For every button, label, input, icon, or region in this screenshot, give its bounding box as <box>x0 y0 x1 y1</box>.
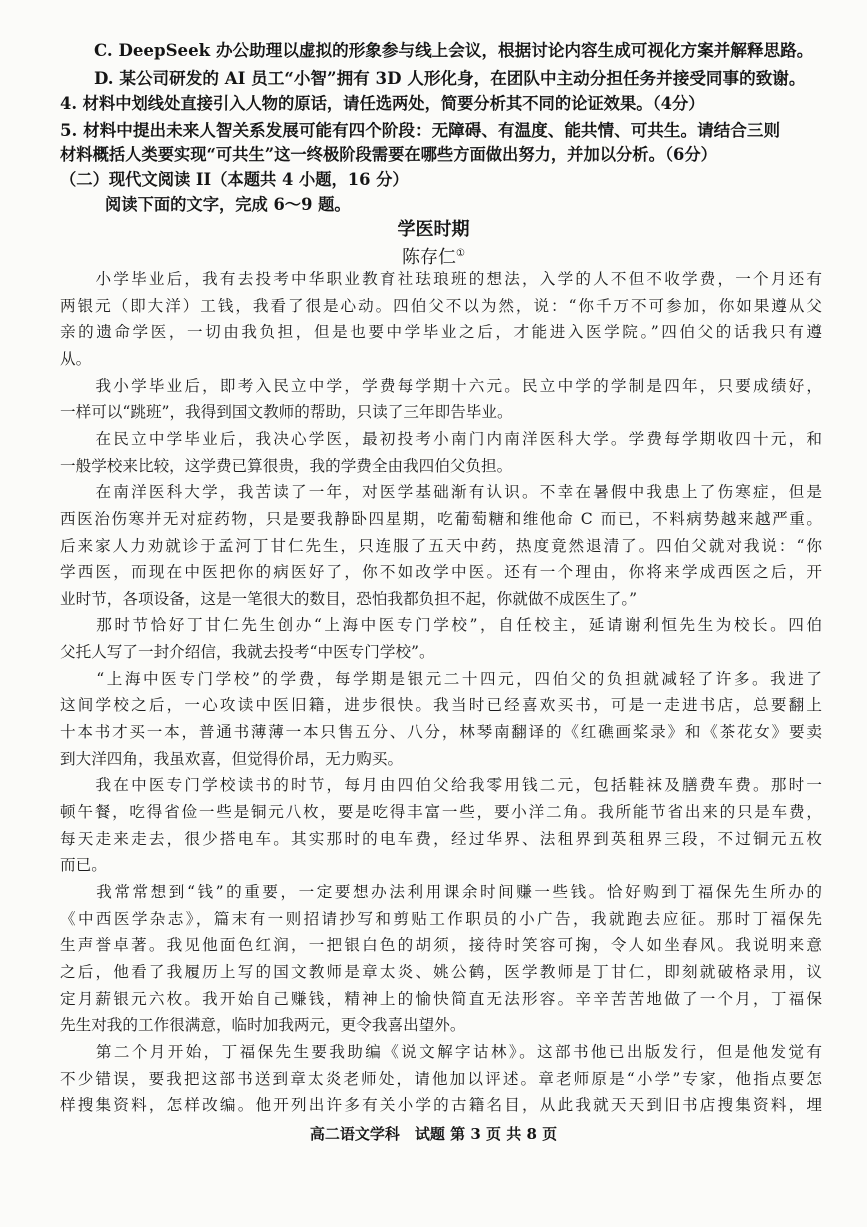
article-line: 第二个月开始，丁福保先生要我助编《说文解字诂林》。这部书他已出版发行，但是他发觉有 <box>60 1042 825 1061</box>
article-line: 定月薪银元六枚。我开始自己赚钱，精神上的愉快简直无法形容。辛辛苦苦地做了一个月，丁福保 <box>60 989 825 1008</box>
option-c: C. DeepSeek 办公助理以虚拟的形象参与线上会议，根据讨论内容生成可视化方案并解释思路。 <box>94 40 814 60</box>
article-line: 后来家人力劝就诊于孟河丁甘仁先生，只连服了五天中药，热度竟然退清了。四伯父就对我说：“你 <box>60 536 824 555</box>
article-line: 从。 <box>60 349 92 368</box>
article-line: 生声誉卓著。我见他面色红润，一把银白色的胡须，接待时笑容可掬，令人如坐春风。我说明来意 <box>60 936 825 955</box>
article-line: 在南洋医科大学，我苦读了一年，对医学基础渐有认识。不幸在暑假中我患上了伤寒症，但是 <box>60 483 825 502</box>
author-name: 陈存仁 <box>402 247 457 268</box>
article-line: 一样可以“跳班”，我得到国文教师的帮助，只读了三年即告毕业。 <box>60 403 513 422</box>
question-5-line2: 材料概括人类要实现“可共生”这一终极阶段需要在哪些方面做出努力，并加以分析。（6分） <box>60 145 717 164</box>
page-footer: 高二语文学科 试题 第 3 页 共 8 页 <box>309 1125 558 1143</box>
article-line: 样搜集资料，怎样改编。他开列出许多有关小学的古籍名目，从此我就天天到旧书店搜集资料，埋 <box>60 1096 825 1115</box>
article-line: 小学毕业后，我有去投考中华职业教育社珐琅班的想法，入学的人不但不收学费，一个月还有 <box>60 270 825 288</box>
article-line: 不少错误，要我把这部书送到章太炎老师处，请他加以评述。章老师原是“小学”专家，他指点要怎 <box>60 1069 825 1088</box>
article-line: 之后，他看了我履历上写的国文教师是章太炎、姚公鹤，医学教师是丁甘仁，即刻就破格录用，议 <box>60 962 825 981</box>
question-4: 4. 材料中划线处直接引入人物的原话，请任选两处，简要分析其不同的论证效果。（4分） <box>60 94 705 113</box>
article-line: 这间学校之后，一心攻读中医旧籍，进步很快。我当时已经喜欢买书，可是一走进书店，总要翻上 <box>60 696 825 715</box>
article-line: 《中西医学杂志》，篇末有一则招请抄写和剪贴工作职员的小广告，我就跑去应征。那时丁福保先 <box>60 909 825 928</box>
article-line: 先生对我的工作很满意，临时加我两元，更令我喜出望外。 <box>60 1016 466 1035</box>
article-line: 业时节，各项设备，这是一笔很大的数目，恐怕我都负担不起，你就做不成医生了。” <box>60 589 638 608</box>
article-line: 我在中医专门学校读书的时节，每月由四伯父给我零用钱二元，包括鞋袜及膳费车费。那时一 <box>60 776 825 795</box>
article-author <box>0 242 867 270</box>
article-line: 两银元（即大洋）工钱，我看了很是心动。四伯父不以为然，说：“你千万不可参加，你如果遵从父 <box>60 296 824 315</box>
article-line: 那时节恰好丁甘仁先生创办“上海中医专门学校”，自任校主，延请谢利恒先生为校长。四伯 <box>60 616 825 635</box>
article-line: 学西医，而现在中医把你的病医好了，你不如改学中医。还有一个理由，你将来学成西医之后，开 <box>60 563 825 582</box>
article-line: 父托人写了一封介绍信，我就去投考“中医专门学校”。 <box>60 643 435 662</box>
article-line: 一般学校来比较，这学费已算很贵，我的学费全由我四伯父负担。 <box>60 456 513 475</box>
section-instruction: 阅读下面的文字，完成 6～9 题。 <box>105 195 351 214</box>
article-line: 在民立中学毕业后，我决心学医，最初投考小南门内南洋医科大学。学费每学期收四十元，和 <box>60 429 825 448</box>
question-5-line1: 5. 材料中提出未来人智关系发展可能有四个阶段：无障碍、有温度、能共情、可共生。请结合三则 <box>60 120 781 140</box>
article-line: “上海中医专门学校”的学费，每学期是银元二十四元，四伯父的负担就减轻了许多。我进了 <box>60 669 825 688</box>
article-line: 亲的遗命学医，一切由我负担，但是也要中学毕业之后，才能进入医学院。”四伯父的话我只有遵 <box>60 323 825 342</box>
author-footnote-mark: ① <box>456 248 465 259</box>
article-line: 十本书才买一本，普通书薄薄一本只售五分、八分，林琴南翻译的《红礁画桨录》和《茶花女》要卖 <box>60 723 824 742</box>
article-line: 到大洋四角，我虽欢喜，但觉得价昂，无力购买。 <box>60 749 404 768</box>
article-line: 每天走来走去，很少搭电车。其实那时的电车费，经过华界、法租界到英租界三段，不过铜元五枚 <box>60 829 825 848</box>
article-line: 西医治伤寒并无对症药物，只是要我静卧四星期，吃葡萄糖和维他命 C 而已，不料病势越来越严重。 <box>60 509 824 528</box>
article-line: 而已。 <box>60 856 107 875</box>
option-d: D. 某公司研发的 AI 员工“小智”拥有 3D 人形化身，在团队中主动分担任务并接受同事的致谢。 <box>94 68 806 88</box>
article-line: 顿午餐，吃得省俭一些是铜元八枚，要是吃得丰富一些，要小洋二角。我所能节省出来的只是车费， <box>60 803 824 821</box>
section-heading: （二）现代文阅读 II（本题共 4 小题，16 分） <box>60 170 409 189</box>
article-title: 学医时期 <box>397 219 470 240</box>
article-line: 我小学毕业后，即考入民立中学，学费每学期十六元。民立中学的学制是四年，只要成绩好， <box>60 376 825 395</box>
article-line: 我常常想到“钱”的重要，一定要想办法利用课余时间赚一些钱。恰好购到丁福保先生所办的 <box>60 882 825 901</box>
